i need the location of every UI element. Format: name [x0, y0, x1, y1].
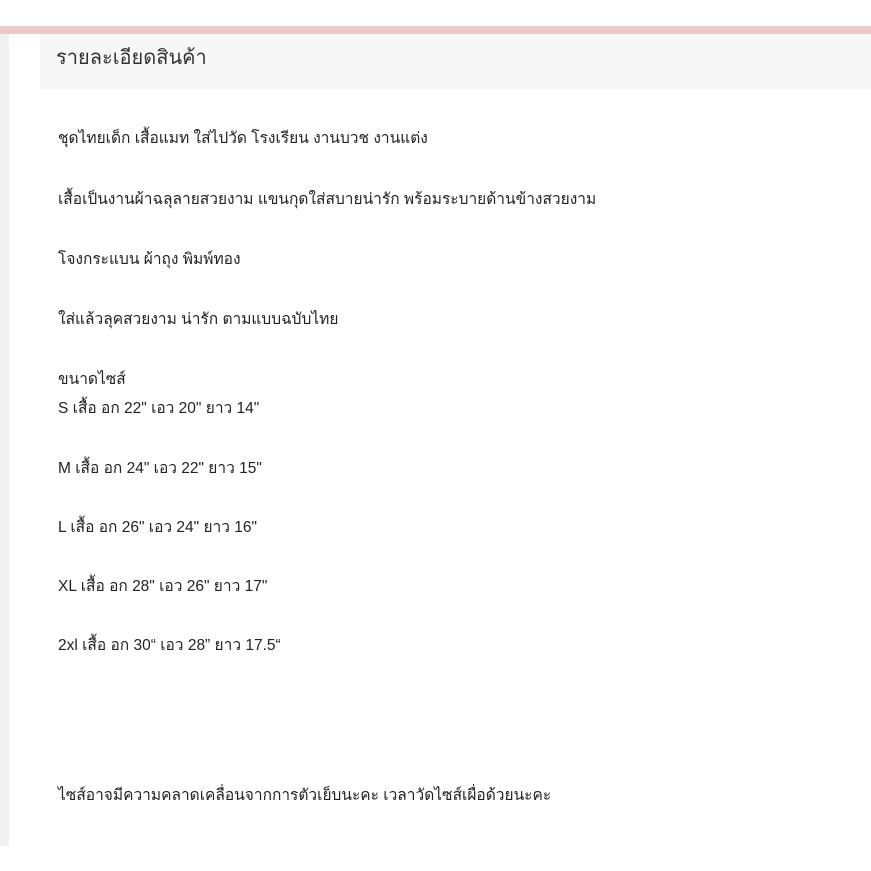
section-title: รายละเอียดสินค้า — [56, 47, 207, 69]
size-heading: ขนาดไซส์ — [58, 371, 126, 388]
left-gutter — [0, 34, 9, 846]
description-line: โจงกระแบน ผ้าถุง พิมพ์ทอง — [58, 251, 241, 268]
size-note: ไซส์อาจมีความคลาดเคลื่อนจากการตัวเย็บนะคะ เวลาวัดไซส์เผื่อด้วยนะคะ — [58, 787, 552, 804]
size-row-xl: XL เสื้อ อก 28" เอว 26" ยาว 17" — [58, 578, 268, 595]
size-row-l: L เสื้อ อก 26" เอว 24" ยาว 16" — [58, 519, 257, 536]
top-divider — [0, 26, 871, 34]
size-row-2xl: 2xl เสื้อ อก 30“ เอว 28” ยาว 17.5“ — [58, 637, 281, 654]
description-line: ใส่แล้วลุคสวยงาม น่ารัก ตามแบบฉบับไทย — [58, 311, 339, 328]
size-row-s: S เสื้อ อก 22" เอว 20" ยาว 14" — [58, 400, 260, 417]
description-line: เสื้อเป็นงานผ้าฉลุลายสวยงาม แขนกุดใส่สบายน่ารัก พร้อมระบายด้านข้างสวยงาม — [58, 191, 597, 208]
size-row-m: M เสื้อ อก 24" เอว 22" ยาว 15" — [58, 460, 262, 477]
description-line: ชุดไทยเด็ก เสื้อแมท ใส่ไปวัด โรงเรียน งานบวช งานแต่ง — [58, 130, 428, 147]
